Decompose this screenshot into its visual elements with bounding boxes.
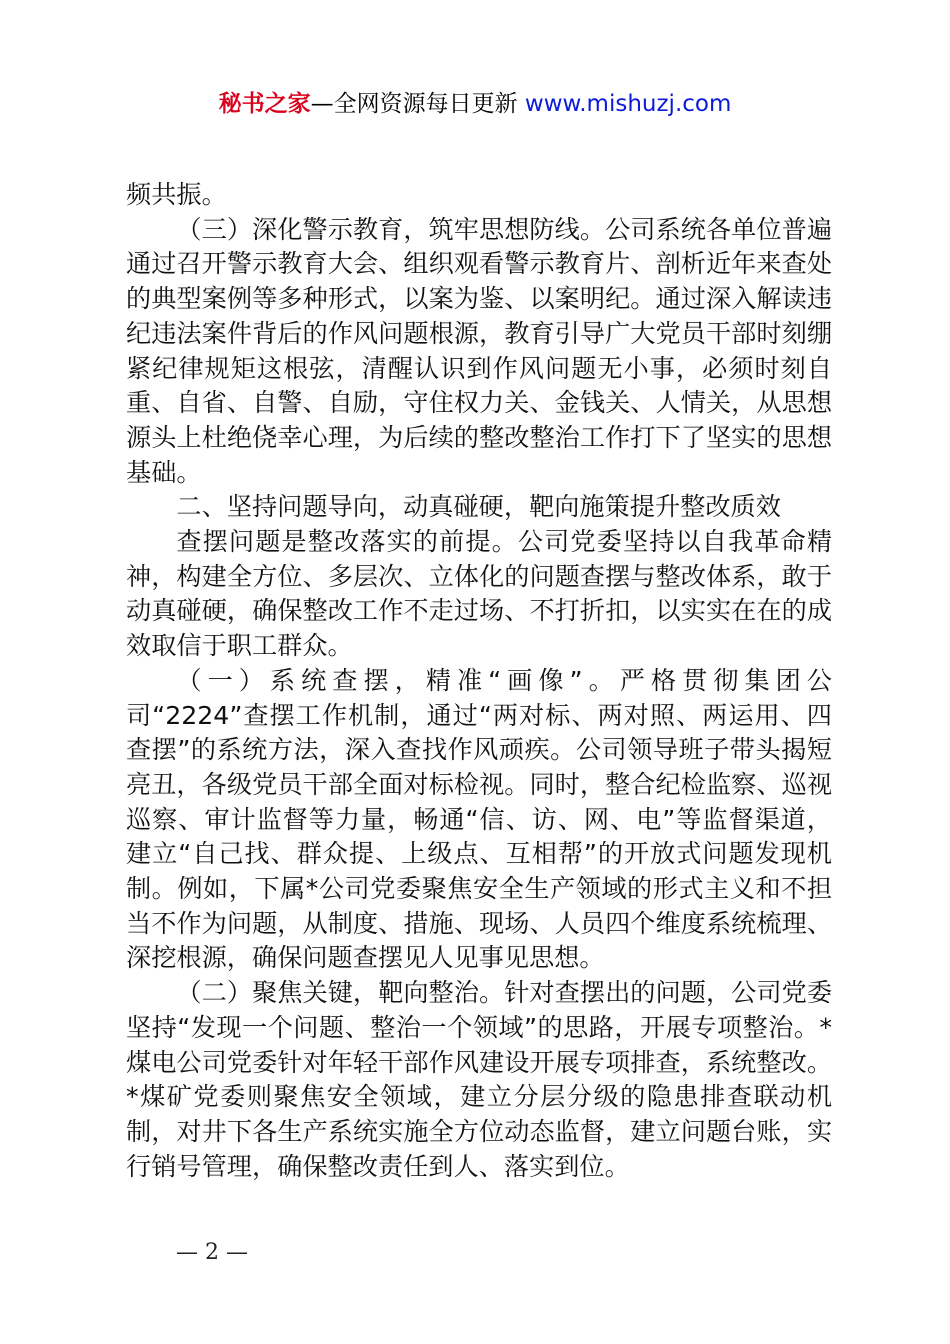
paragraph-subsection-1: （一）系统查摆，精准“画像”。严格贯彻集团公司“2224”查摆工作机制，通过“两对标、两对照、两运用、四查摆”的系统方法，深入查找作风顽疾。公司领导班子带头揭短亮丑，各级党员干部全面对标检视。同时，整合纪检监察、巡视巡察、审计监督等力量，畅通“信、访、网、电”等监督渠道，建立“自己找、群众提、上级点、互相帮”的开放式问题发现机制。例如，下属*公司党委聚焦安全生产领域的形式主义和不担当不作为问题，从制度、措施、现场、人员四个维度系统梳理、深挖根源，确保问题查摆见人见事见思想。 <box>126 665 832 973</box>
document-body <box>126 178 832 1184</box>
page-number: — 2 — <box>176 1240 248 1265</box>
site-brand: 秘书之家 <box>218 91 311 117</box>
site-tagline: —全网资源每日更新 <box>310 91 525 117</box>
site-url-link[interactable]: www.mishuzj.com <box>524 91 732 117</box>
site-header <box>0 86 950 122</box>
paragraph-intro: 查摆问题是整改落实的前提。公司党委坚持以自我革命精神，构建全方位、多层次、立体化的问题查摆与整改体系，敢于动真碰硬，确保整改工作不走过场、不打折扣，以实实在在的成效取信于职工群众。 <box>126 527 832 661</box>
paragraph-section-3: （三）深化警示教育，筑牢思想防线。公司系统各单位普遍通过召开警示教育大会、组织观看警示教育片、剖析近年来查处的典型案例等多种形式，以案为鉴、以案明纪。通过深入解读违纪违法案件背后的作风问题根源，教育引导广大党员干部时刻绷紧纪律规矩这根弦，清醒认识到作风问题无小事，必须时刻自重、自省、自警、自励，守住权力关、金钱关、人情关，从思想源头上杜绝侥幸心理，为后续的整改整治工作打下了坚实的思想基础。 <box>126 214 832 487</box>
paragraph-continuation: 频共振。 <box>126 180 227 209</box>
section-heading-2: 二、坚持问题导向，动真碰硬，靶向施策提升整改质效 <box>176 492 781 522</box>
paragraph-subsection-2: （二）聚焦关键，靶向整治。针对查摆出的问题，公司党委坚持“发现一个问题、整治一个领域”的思路，开展专项整治。*煤电公司党委针对年轻干部作风建设开展专项排查，系统整改。*煤矿党委则聚焦安全领域，建立分层分级的隐患排查联动机制，对井下各生产系统实施全方位动态监督，建立问题台账，实行销号管理，确保整改责任到人、落实到位。 <box>126 978 832 1181</box>
